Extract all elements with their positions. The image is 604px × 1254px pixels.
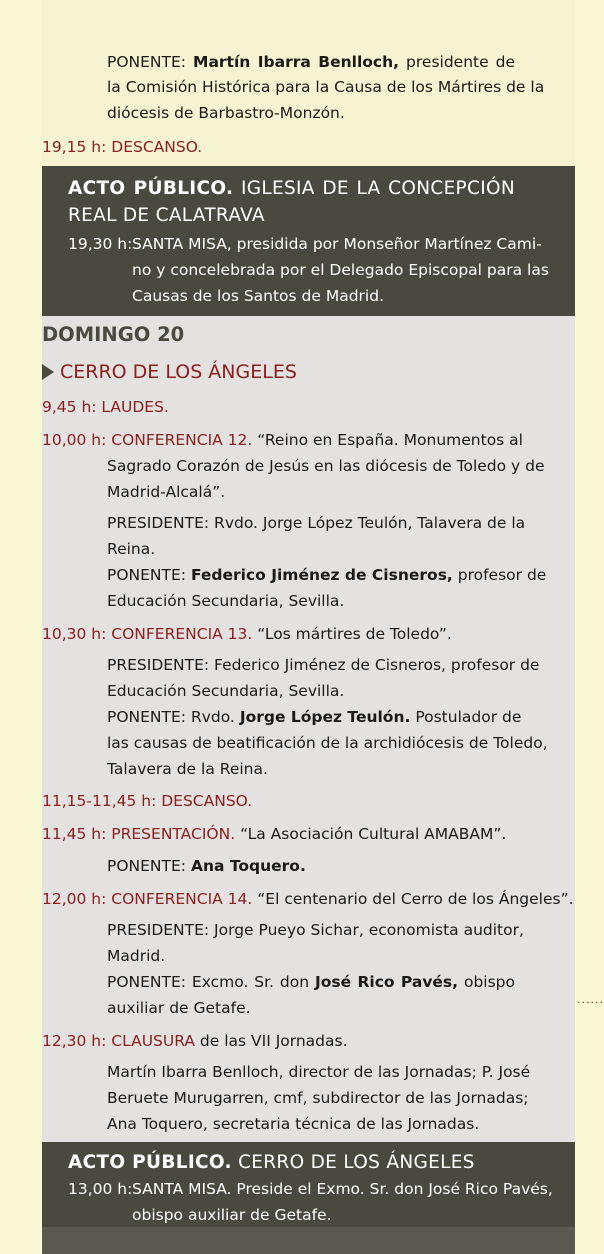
- intro-ponente-name: Martín Ibarra Benlloch,: [193, 53, 400, 71]
- acto-1-line-1: SANTA MISA, presidida por Monseñor Martínez Cami-: [132, 235, 542, 253]
- edge-dots: ......: [577, 993, 604, 1006]
- left-margin: [0, 0, 42, 1254]
- acto-1-title-2: REAL DE CALATRAVA: [68, 205, 265, 226]
- acto-publico-1: [42, 166, 575, 316]
- conf-12-head: 10,00 h: CONFERENCIA 12. “Reino en España. Monumentos al: [42, 431, 523, 449]
- conf-13-presidente-2: Educación Secundaria, Sevilla.: [107, 682, 345, 700]
- conf-14-presidente-2: Madrid.: [107, 947, 166, 965]
- right-margin: [575, 0, 600, 1254]
- conf-14-presidente: PRESIDENTE: Jorge Pueyo Sichar, economista auditor,: [107, 921, 524, 939]
- conf-12-presidente-2: Reina.: [107, 540, 156, 558]
- acto-2-time: 13,00 h:: [68, 1180, 133, 1198]
- conf-13-ponente: PONENTE: Rvdo. Jorge López Teulón. Postulador de: [107, 708, 522, 726]
- acto-2-line-1: SANTA MISA. Preside el Exmo. Sr. don José Rico Pavés,: [132, 1180, 553, 1198]
- descanso-1: 19,15 h: DESCANSO.: [42, 138, 203, 156]
- conf-13-ponente-2: las causas de beatificación de la archidiócesis de Toledo,: [107, 734, 548, 752]
- conf-14-ponente: PONENTE: Excmo. Sr. don José Rico Pavés, obispo: [107, 973, 515, 991]
- acto-publico-2: [42, 1142, 575, 1227]
- laudes: 9,45 h: LAUDES.: [42, 398, 169, 416]
- conf-12-title-3: Madrid-Alcalá”.: [107, 483, 226, 501]
- conf-13-ponente-3: Talavera de la Reina.: [107, 760, 268, 778]
- conf-12-ponente-2: Educación Secundaria, Sevilla.: [107, 592, 345, 610]
- conf-12-ponente: PONENTE: Federico Jiménez de Cisneros, profesor de: [107, 566, 547, 584]
- acto-1-time: 19,30 h:: [68, 235, 133, 253]
- clausura-line-1: Martín Ibarra Benlloch, director de las Jornadas; P. José: [107, 1063, 531, 1081]
- conf-13-presidente: PRESIDENTE: Federico Jiménez de Cisneros, profesor de: [107, 656, 540, 674]
- intro-line-3: diócesis de Barbastro-Monzón.: [107, 104, 345, 122]
- intro-line-2: la Comisión Histórica para la Causa de los Mártires de la: [107, 78, 545, 96]
- conf-14-head: 12,00 h: CONFERENCIA 14. “El centenario del Cerro de los Ángeles”.: [42, 890, 574, 908]
- place-heading: CERRO DE LOS ÁNGELES: [42, 359, 297, 385]
- bottom-band-fill: [42, 1227, 575, 1254]
- clausura-line-2: Beruete Murugarren, cmf, subdirector de las Jornadas;: [107, 1089, 529, 1107]
- day-heading: DOMINGO 20: [42, 323, 185, 346]
- presentacion-head: 11,45 h: PRESENTACIÓN. “La Asociación Cultural AMABAM”.: [42, 825, 507, 843]
- intro-ponente-line: PONENTE: Martín Ibarra Benlloch, presidente de: [107, 53, 515, 71]
- clausura-line-3: Ana Toquero, secretaria técnica de las Jornadas.: [107, 1115, 480, 1133]
- acto-2-title: ACTO PÚBLICO. CERRO DE LOS ÁNGELES: [68, 1152, 475, 1173]
- conf-12-title-2: Sagrado Corazón de Jesús en las diócesis de Toledo y de: [107, 457, 545, 475]
- acto-2-line-2: obispo auxiliar de Getafe.: [132, 1206, 332, 1224]
- acto-1-title: ACTO PÚBLICO. IGLESIA DE LA CONCEPCIÓN: [68, 178, 515, 199]
- conf-13-head: 10,30 h: CONFERENCIA 13. “Los mártires de Toledo”.: [42, 625, 452, 643]
- conf-12-presidente: PRESIDENTE: Rvdo. Jorge López Teulón, Talavera de la: [107, 514, 526, 532]
- conf-14-ponente-2: auxiliar de Getafe.: [107, 999, 251, 1017]
- presentacion-ponente: PONENTE: Ana Toquero.: [107, 857, 306, 875]
- clausura-head: 12,30 h: CLAUSURA de las VII Jornadas.: [42, 1032, 348, 1050]
- acto-1-line-2: no y concelebrada por el Delegado Episcopal para las: [132, 261, 549, 279]
- descanso-2: 11,15-11,45 h: DESCANSO.: [42, 792, 253, 810]
- acto-1-line-3: Causas de los Santos de Madrid.: [132, 287, 384, 305]
- play-arrow-icon: [42, 364, 54, 380]
